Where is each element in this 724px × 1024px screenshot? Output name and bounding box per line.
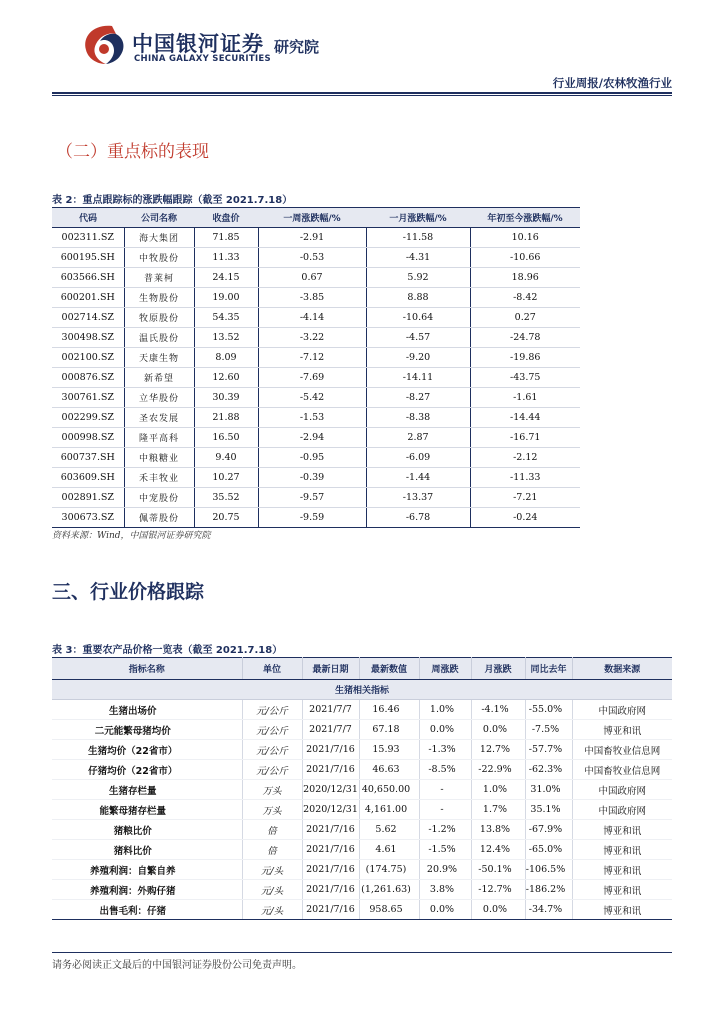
- table-header-row: [52, 658, 672, 680]
- table-cell: -9.59: [258, 508, 366, 528]
- table-cell: -10.66: [470, 248, 580, 268]
- table-cell: -1.2%: [419, 820, 471, 840]
- table-cell: 0.0%: [471, 900, 525, 920]
- table-cell: 元/公斤: [242, 700, 302, 720]
- table-cell: 博亚和讯: [572, 720, 672, 740]
- table-cell: -24.78: [470, 328, 580, 348]
- table-cell: 2021/7/16: [302, 820, 359, 840]
- table-cell: -0.24: [470, 508, 580, 528]
- table-cell: 20.9%: [419, 860, 471, 880]
- table-cell: 中国畜牧业信息网: [572, 740, 672, 760]
- table3-caption: 表 3：重要农产品价格一览表（截至 2021.7.18）: [52, 645, 283, 656]
- table-cell: 2020/12/31: [302, 780, 359, 800]
- column-header: 最新数值: [359, 658, 419, 680]
- table-cell: 猪料比价: [52, 840, 242, 860]
- table2-caption: 表 2：重点跟踪标的涨跌幅跟踪（截至 2021.7.18）: [52, 195, 293, 206]
- table-cell: -22.9%: [471, 760, 525, 780]
- table-cell: -8.42: [470, 288, 580, 308]
- table-row: [52, 308, 580, 328]
- table-row: [52, 900, 672, 920]
- table-cell: 1.0%: [419, 700, 471, 720]
- table-cell: 出售毛利：仔猪: [52, 900, 242, 920]
- column-header: 单位: [242, 658, 302, 680]
- table-row: [52, 388, 580, 408]
- table-cell: 002891.SZ: [52, 488, 124, 508]
- table-cell: 600201.SH: [52, 288, 124, 308]
- table-cell: -19.86: [470, 348, 580, 368]
- agri-price-table: [52, 657, 672, 920]
- table-cell: 中粮糖业: [124, 448, 194, 468]
- brand-name-cn: 中国银河证券: [132, 32, 264, 56]
- table-cell: -11.58: [366, 228, 470, 248]
- table-row: [52, 800, 672, 820]
- group-row: [52, 680, 672, 700]
- table-cell: -7.21: [470, 488, 580, 508]
- column-header: 指标名称: [52, 658, 242, 680]
- table-cell: 0.0%: [419, 900, 471, 920]
- table-cell: -8.5%: [419, 760, 471, 780]
- table-row: [52, 408, 580, 428]
- table-cell: 元/公斤: [242, 760, 302, 780]
- table-cell: 佩蒂股份: [124, 508, 194, 528]
- table-cell: -7.5%: [525, 720, 572, 740]
- footer-divider: [52, 952, 672, 953]
- table-cell: 2021/7/16: [302, 840, 359, 860]
- table-cell: 中宠股份: [124, 488, 194, 508]
- table-row: [52, 700, 672, 720]
- table-cell: 中国政府网: [572, 700, 672, 720]
- table-row: [52, 488, 580, 508]
- column-header: 月涨跌: [471, 658, 525, 680]
- column-header: 代码: [52, 208, 124, 228]
- table-row: [52, 228, 580, 248]
- table-cell: -0.53: [258, 248, 366, 268]
- table-cell: 博亚和讯: [572, 900, 672, 920]
- table-cell: 生猪均价（22省市）: [52, 740, 242, 760]
- table2-source-note: 资料来源：Wind，中国银河证券研究院: [52, 531, 211, 541]
- table-cell: 20.75: [194, 508, 258, 528]
- table-cell: 603609.SH: [52, 468, 124, 488]
- table-cell: 牧原股份: [124, 308, 194, 328]
- table-cell: 0.0%: [471, 720, 525, 740]
- table-cell: -0.95: [258, 448, 366, 468]
- table-cell: 倍: [242, 840, 302, 860]
- table-cell: 元/头: [242, 900, 302, 920]
- table-cell: 603566.SH: [52, 268, 124, 288]
- section-heading-price-tracking: 三、行业价格跟踪: [52, 581, 205, 603]
- table-row: [52, 468, 580, 488]
- table-cell: 67.18: [359, 720, 419, 740]
- table-cell: 13.8%: [471, 820, 525, 840]
- table-cell: -: [419, 780, 471, 800]
- table-cell: 21.88: [194, 408, 258, 428]
- table-cell: 4.61: [359, 840, 419, 860]
- table-cell: 71.85: [194, 228, 258, 248]
- table-cell: 5.92: [366, 268, 470, 288]
- table-cell: -7.12: [258, 348, 366, 368]
- table-cell: -16.71: [470, 428, 580, 448]
- table-cell: 10.16: [470, 228, 580, 248]
- table-cell: -2.94: [258, 428, 366, 448]
- table-cell: 博亚和讯: [572, 840, 672, 860]
- table-cell: -4.1%: [471, 700, 525, 720]
- table-cell: 元/头: [242, 860, 302, 880]
- table-cell: 11.33: [194, 248, 258, 268]
- table-cell: 30.39: [194, 388, 258, 408]
- table-cell: 12.4%: [471, 840, 525, 860]
- table-row: [52, 840, 672, 860]
- column-header: 同比去年: [525, 658, 572, 680]
- table-cell: 0.0%: [419, 720, 471, 740]
- column-header: 年初至今涨跌幅/%: [470, 208, 580, 228]
- table-cell: -4.31: [366, 248, 470, 268]
- table-cell: 0.27: [470, 308, 580, 328]
- table-cell: 46.63: [359, 760, 419, 780]
- table-cell: 立华股份: [124, 388, 194, 408]
- table-cell: -7.69: [258, 368, 366, 388]
- column-header: 一周涨跌幅/%: [258, 208, 366, 228]
- table-cell: 002299.SZ: [52, 408, 124, 428]
- table-row: [52, 328, 580, 348]
- table-cell: 生猪出场价: [52, 700, 242, 720]
- column-header: 周涨跌: [419, 658, 471, 680]
- table-cell: 54.35: [194, 308, 258, 328]
- table-cell: -12.7%: [471, 880, 525, 900]
- table-cell: 24.15: [194, 268, 258, 288]
- table-row: [52, 268, 580, 288]
- table-cell: -57.7%: [525, 740, 572, 760]
- table-cell: -43.75: [470, 368, 580, 388]
- table-cell: 958.65: [359, 900, 419, 920]
- table-cell: 2.87: [366, 428, 470, 448]
- table-cell: -6.09: [366, 448, 470, 468]
- table-cell: -34.7%: [525, 900, 572, 920]
- table-cell: 养殖利润：外购仔猪: [52, 880, 242, 900]
- table-cell: 31.0%: [525, 780, 572, 800]
- table-cell: -0.39: [258, 468, 366, 488]
- table-cell: 元/公斤: [242, 720, 302, 740]
- table-cell: -65.0%: [525, 840, 572, 860]
- table-row: [52, 288, 580, 308]
- table-cell: -9.57: [258, 488, 366, 508]
- table-cell: -14.11: [366, 368, 470, 388]
- table-cell: -2.91: [258, 228, 366, 248]
- table-cell: 15.93: [359, 740, 419, 760]
- table-cell: 000876.SZ: [52, 368, 124, 388]
- group-label: 生猪相关指标: [52, 680, 672, 700]
- table-cell: 海大集团: [124, 228, 194, 248]
- table-cell: 元/公斤: [242, 740, 302, 760]
- table-cell: 18.96: [470, 268, 580, 288]
- table-cell: 二元能繁母猪均价: [52, 720, 242, 740]
- table-cell: 13.52: [194, 328, 258, 348]
- table-cell: 仔猪均价（22省市）: [52, 760, 242, 780]
- table-cell: -9.20: [366, 348, 470, 368]
- table-cell: 隆平高科: [124, 428, 194, 448]
- table-cell: 4,161.00: [359, 800, 419, 820]
- table-cell: 天康生物: [124, 348, 194, 368]
- stock-performance-table: [52, 207, 580, 528]
- table-cell: -50.1%: [471, 860, 525, 880]
- table-cell: 10.27: [194, 468, 258, 488]
- table-cell: 35.1%: [525, 800, 572, 820]
- table-cell: 倍: [242, 820, 302, 840]
- table-cell: 300673.SZ: [52, 508, 124, 528]
- table-cell: 禾丰牧业: [124, 468, 194, 488]
- table-row: [52, 448, 580, 468]
- table-cell: 8.88: [366, 288, 470, 308]
- column-header: 最新日期: [302, 658, 359, 680]
- report-type: 行业周报/农林牧渔行业: [552, 76, 672, 90]
- table-cell: 1.7%: [471, 800, 525, 820]
- table-cell: -67.9%: [525, 820, 572, 840]
- table-header-row: [52, 208, 580, 228]
- table-row: [52, 740, 672, 760]
- table-cell: -106.5%: [525, 860, 572, 880]
- table-cell: 0.67: [258, 268, 366, 288]
- table-cell: -8.27: [366, 388, 470, 408]
- table-cell: -4.14: [258, 308, 366, 328]
- table-row: [52, 368, 580, 388]
- table-row: [52, 428, 580, 448]
- table-cell: 养殖利润：自繁自养: [52, 860, 242, 880]
- table-row: [52, 780, 672, 800]
- table-row: [52, 720, 672, 740]
- table-cell: 12.60: [194, 368, 258, 388]
- footer-disclaimer: 请务必阅读正文最后的中国银河证券股份公司免责声明。: [52, 960, 302, 971]
- table-cell: -3.85: [258, 288, 366, 308]
- table-cell: 2021/7/16: [302, 880, 359, 900]
- table-row: [52, 820, 672, 840]
- table-cell: 元/头: [242, 880, 302, 900]
- table-cell: 博亚和讯: [572, 880, 672, 900]
- table-cell: -1.53: [258, 408, 366, 428]
- table-cell: 8.09: [194, 348, 258, 368]
- table-cell: -13.37: [366, 488, 470, 508]
- table-cell: 温氏股份: [124, 328, 194, 348]
- table-cell: 000998.SZ: [52, 428, 124, 448]
- table-cell: 万头: [242, 800, 302, 820]
- header-divider-thin: [52, 95, 672, 96]
- table-cell: -186.2%: [525, 880, 572, 900]
- table-cell: -1.3%: [419, 740, 471, 760]
- table-cell: -1.61: [470, 388, 580, 408]
- table-cell: -8.38: [366, 408, 470, 428]
- table-cell: 2021/7/16: [302, 760, 359, 780]
- table-row: [52, 860, 672, 880]
- table-cell: 9.40: [194, 448, 258, 468]
- column-header: 一月涨跌幅/%: [366, 208, 470, 228]
- table-cell: 1.0%: [471, 780, 525, 800]
- column-header: 收盘价: [194, 208, 258, 228]
- table-cell: 圣农发展: [124, 408, 194, 428]
- table-cell: 新希望: [124, 368, 194, 388]
- table-cell: 600195.SH: [52, 248, 124, 268]
- table-cell: 002311.SZ: [52, 228, 124, 248]
- table-row: [52, 248, 580, 268]
- table-row: [52, 348, 580, 368]
- table-cell: (1,261.63): [359, 880, 419, 900]
- table-cell: 博亚和讯: [572, 820, 672, 840]
- table-cell: -10.64: [366, 308, 470, 328]
- table-row: [52, 508, 580, 528]
- institute-label: 研究院: [274, 38, 320, 56]
- column-header: 数据来源: [572, 658, 672, 680]
- table-cell: -14.44: [470, 408, 580, 428]
- table-cell: 2021/7/16: [302, 860, 359, 880]
- table-row: [52, 880, 672, 900]
- galaxy-logo-icon: [78, 22, 128, 66]
- column-header: 公司名称: [124, 208, 194, 228]
- table-cell: 中牧股份: [124, 248, 194, 268]
- table-cell: 中国畜牧业信息网: [572, 760, 672, 780]
- table-cell: -3.22: [258, 328, 366, 348]
- table-cell: 2021/7/16: [302, 900, 359, 920]
- table-cell: 能繁母猪存栏量: [52, 800, 242, 820]
- table-cell: -2.12: [470, 448, 580, 468]
- table-cell: 16.50: [194, 428, 258, 448]
- table-cell: -62.3%: [525, 760, 572, 780]
- table-cell: 12.7%: [471, 740, 525, 760]
- table-cell: 16.46: [359, 700, 419, 720]
- table-cell: 中国政府网: [572, 800, 672, 820]
- table-cell: 3.8%: [419, 880, 471, 900]
- table-cell: 2020/12/31: [302, 800, 359, 820]
- table-cell: 生猪存栏量: [52, 780, 242, 800]
- table-cell: -5.42: [258, 388, 366, 408]
- section-heading-key-stocks: （二）重点标的表现: [56, 142, 209, 162]
- table-cell: 5.62: [359, 820, 419, 840]
- table-cell: -1.44: [366, 468, 470, 488]
- table-cell: 600737.SH: [52, 448, 124, 468]
- table-cell: 万头: [242, 780, 302, 800]
- table-cell: 2021/7/16: [302, 740, 359, 760]
- table-cell: -1.5%: [419, 840, 471, 860]
- table-cell: 002100.SZ: [52, 348, 124, 368]
- table-cell: 2021/7/7: [302, 700, 359, 720]
- table-cell: 19.00: [194, 288, 258, 308]
- table-cell: 300498.SZ: [52, 328, 124, 348]
- table-cell: 2021/7/7: [302, 720, 359, 740]
- table-cell: 猪粮比价: [52, 820, 242, 840]
- table-cell: 40,650.00: [359, 780, 419, 800]
- table-cell: -4.57: [366, 328, 470, 348]
- table-cell: 中国政府网: [572, 780, 672, 800]
- table-cell: 002714.SZ: [52, 308, 124, 328]
- table-cell: 300761.SZ: [52, 388, 124, 408]
- table-cell: (174.75): [359, 860, 419, 880]
- table-row: [52, 760, 672, 780]
- table-cell: -: [419, 800, 471, 820]
- table-cell: 普莱柯: [124, 268, 194, 288]
- brand-name-en: CHINA GALAXY SECURITIES: [134, 54, 271, 64]
- table-cell: 35.52: [194, 488, 258, 508]
- table-cell: -11.33: [470, 468, 580, 488]
- table-cell: -55.0%: [525, 700, 572, 720]
- table-cell: -6.78: [366, 508, 470, 528]
- table-cell: 博亚和讯: [572, 860, 672, 880]
- header-divider: [52, 92, 672, 94]
- table-cell: 生物股份: [124, 288, 194, 308]
